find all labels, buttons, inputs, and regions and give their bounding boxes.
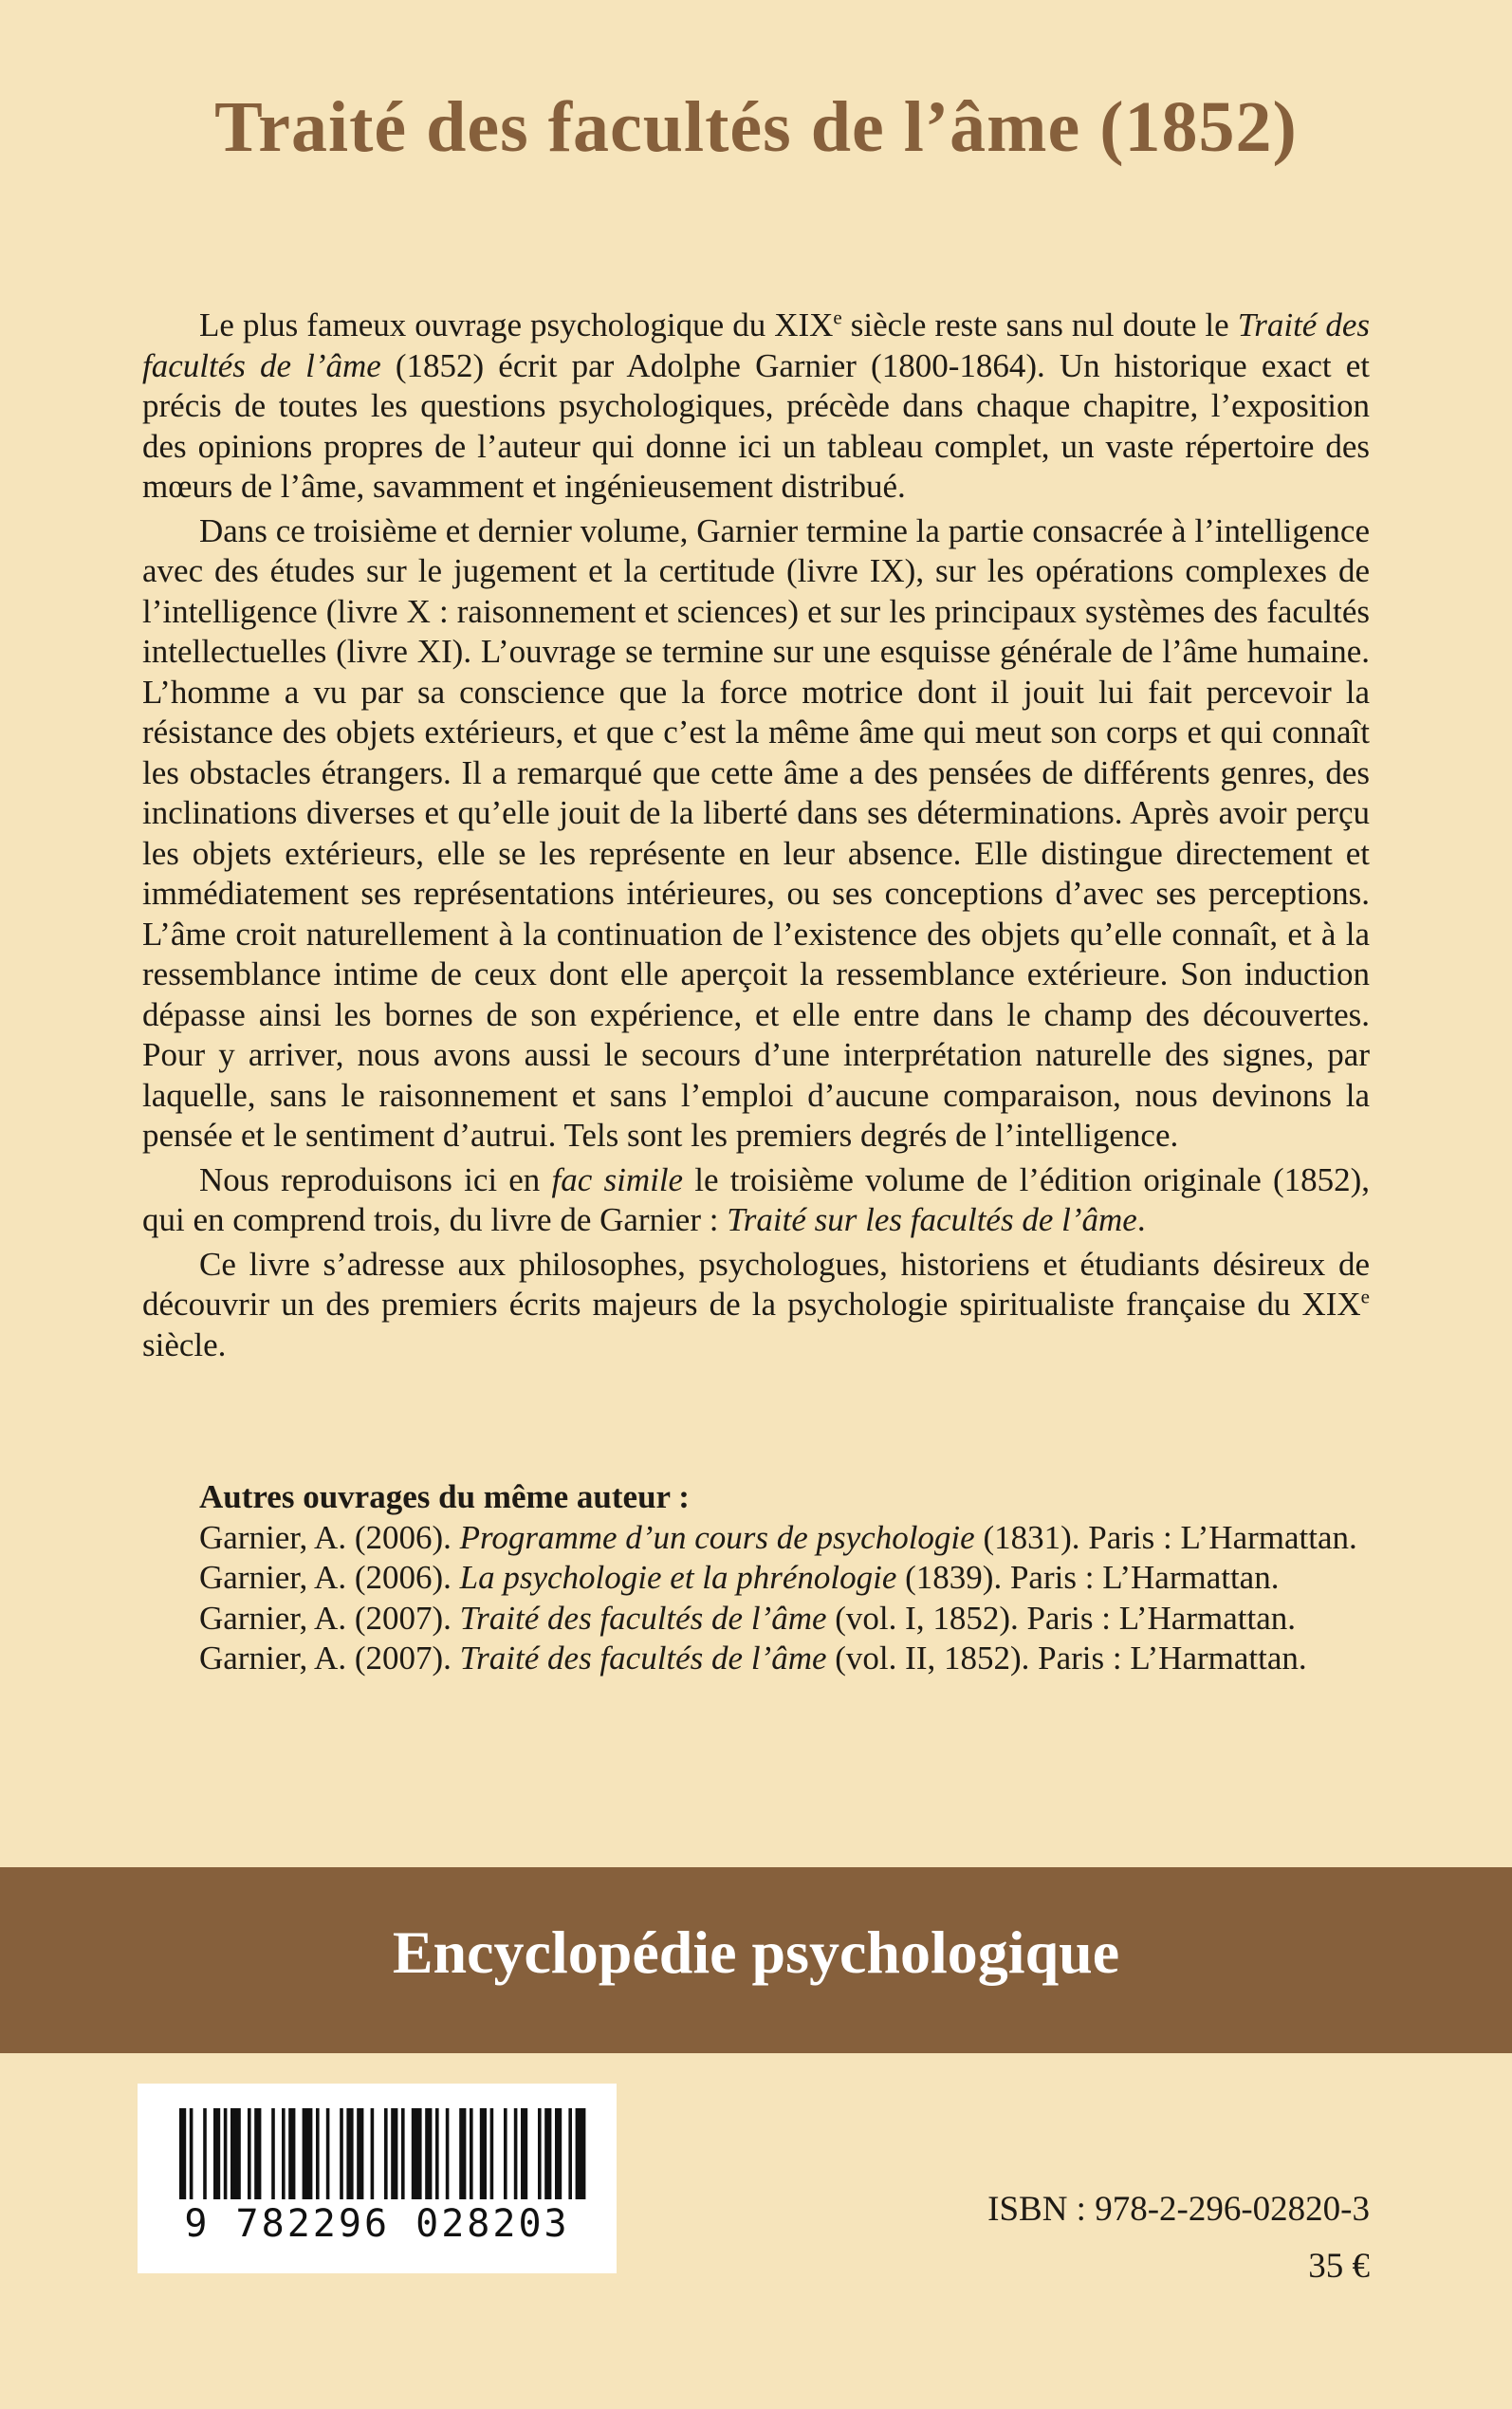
- barcode-bar: [555, 2108, 562, 2199]
- blurb-paragraph-1: Le plus fameux ouvrage psychologique du XIXe siècle reste sans nul doute le Traité des facultés de l’âme (1852) écrit par Adolphe Garnier (1800-1864). Un historique exact et précis de toutes les questions psychologiques, précède dans chaque chapitre, l’exposition des opinions propres de l’auteur qui donne ici un tableau complet, un vaste répertoire des mœurs de l’âme, savamment et ingénieusement distribué.: [142, 306, 1371, 505]
- barcode-bar: [384, 2108, 388, 2199]
- reference-item: Garnier, A. (2007). Traité des facultés de l’âme (vol. II, 1852). Paris : L’Harmattan.: [199, 1640, 1307, 1677]
- barcode: [138, 2084, 617, 2273]
- series-band: [0, 1867, 1512, 2053]
- barcode-bar: [254, 2108, 261, 2199]
- barcode-bar: [248, 2108, 251, 2199]
- barcode-bar: [425, 2108, 432, 2199]
- barcode-bar: [538, 2108, 542, 2199]
- barcode-bar: [346, 2108, 353, 2199]
- reference-item: Garnier, A. (2006). Programme d’un cours de psychologie (1831). Paris : L’Harmattan.: [199, 1518, 1357, 1556]
- other-works-heading: Autres ouvrages du même auteur :: [199, 1478, 690, 1515]
- barcode-bar: [459, 2108, 466, 2199]
- barcode-bar: [544, 2108, 551, 2199]
- reference-item: Garnier, A. (2006). La psychologie et la phrénologie (1839). Paris : L’Harmattan.: [199, 1559, 1280, 1596]
- barcode-bar: [401, 2108, 405, 2199]
- barcode-bar: [190, 2108, 194, 2199]
- barcode-bar: [521, 2108, 527, 2199]
- barcode-bar: [230, 2108, 241, 2199]
- barcode-bar: [435, 2108, 439, 2199]
- isbn: ISBN : 978-2-296-02820-3: [987, 2190, 1370, 2229]
- barcode-bar: [412, 2108, 422, 2199]
- barcode-bar: [514, 2108, 518, 2199]
- barcode-bar: [213, 2108, 220, 2199]
- barcode-bar: [271, 2108, 275, 2199]
- barcode-bar: [480, 2108, 487, 2199]
- barcode-bar: [316, 2108, 320, 2199]
- barcode-digits: 9 782296 028203: [184, 2202, 570, 2246]
- blurb-paragraph-2: Dans ce troisième et dernier volume, Garnier termine la partie consacrée à l’intelligence avec des études sur le jugement et la certitude (livre IX), sur les opérations complexes de l’intelligence (livre X : raisonnement et sciences) et sur les principaux systèmes des facultés intellectuelles (livre XI). L’ouvrage se termine sur une esquisse générale de l’âme humaine. L’homme a vu par sa conscience que la force motrice dont il jouit lui fait percevoir la résistance des objets extérieurs, et que c’est la même âme qui meut son corps et qui connaît les obstacles étrangers. Il a remarqué que cette âme a des pensées de différents genres, des inclinations diverses et qu’elle jouit de la liberté dans ses déterminations. Après avoir perçu les objets extérieurs, elle se les représente en leur absence. Elle distingue directement et immédiatement ses représentations intérieures, ou ses conceptions d’avec ses perceptions. L’âme croit naturellement à la continuation de l’existence des objets qu’elle connaît, et à la ressemblance intime de ceux dont elle aperçoit la ressemblance extérieure. Son induction dépasse ainsi les bornes de son expérience, et elle entre dans le champ des découvertes. Pour y arriver, nous avons aussi le secours d’une interprétation naturelle des signes, par laquelle, sans le raisonnement et sans l’emploi d’aucune comparaison, nous devinons la pensée et le sentiment d’autrui. Tels sont les premiers degrés de l’intelligence.: [142, 511, 1370, 1154]
- barcode-bar: [282, 2108, 286, 2199]
- barcode-bar: [470, 2108, 473, 2199]
- barcode-bar: [391, 2108, 397, 2199]
- barcode-bar: [179, 2108, 186, 2199]
- barcode-bar: [446, 2108, 450, 2199]
- barcode-bar: [224, 2108, 228, 2199]
- barcode-bar: [326, 2108, 330, 2199]
- barcode-bar: [568, 2108, 572, 2199]
- reference-item: Garnier, A. (2007). Traité des facultés de l’âme (vol. I, 1852). Paris : L’Harmattan.: [199, 1599, 1296, 1637]
- other-works: [142, 1477, 1370, 1679]
- blurb-paragraph-4: Ce livre s’adresse aux philosophes, psychologues, historiens et étudiants désireux de découvrir un des premiers écrits majeurs de la psychologie spiritualiste française du XIXe siècle.: [142, 1245, 1370, 1363]
- barcode-bar: [504, 2108, 507, 2199]
- barcode-bar: [371, 2108, 375, 2199]
- price: 35 €: [1308, 2247, 1370, 2286]
- barcode-bar: [490, 2108, 494, 2199]
- barcode-bar: [340, 2108, 343, 2199]
- barcode-bar: [203, 2108, 207, 2199]
- barcode-bar: [576, 2108, 586, 2199]
- barcode-bar: [357, 2108, 363, 2199]
- blurb: [142, 306, 1370, 1365]
- barcode-bar: [288, 2108, 295, 2199]
- barcode-bar: [303, 2108, 313, 2199]
- blurb-paragraph-3: Nous reproduisons ici en fac simile le troisième volume de l’édition originale (1852), qui en comprend trois, du livre de Garnier : Traité sur les facultés de l’âme.: [142, 1160, 1370, 1238]
- series-title: Encyclopédie psychologique: [392, 1918, 1120, 1986]
- book-title: Traité des facultés de l’âme (1852): [214, 87, 1298, 167]
